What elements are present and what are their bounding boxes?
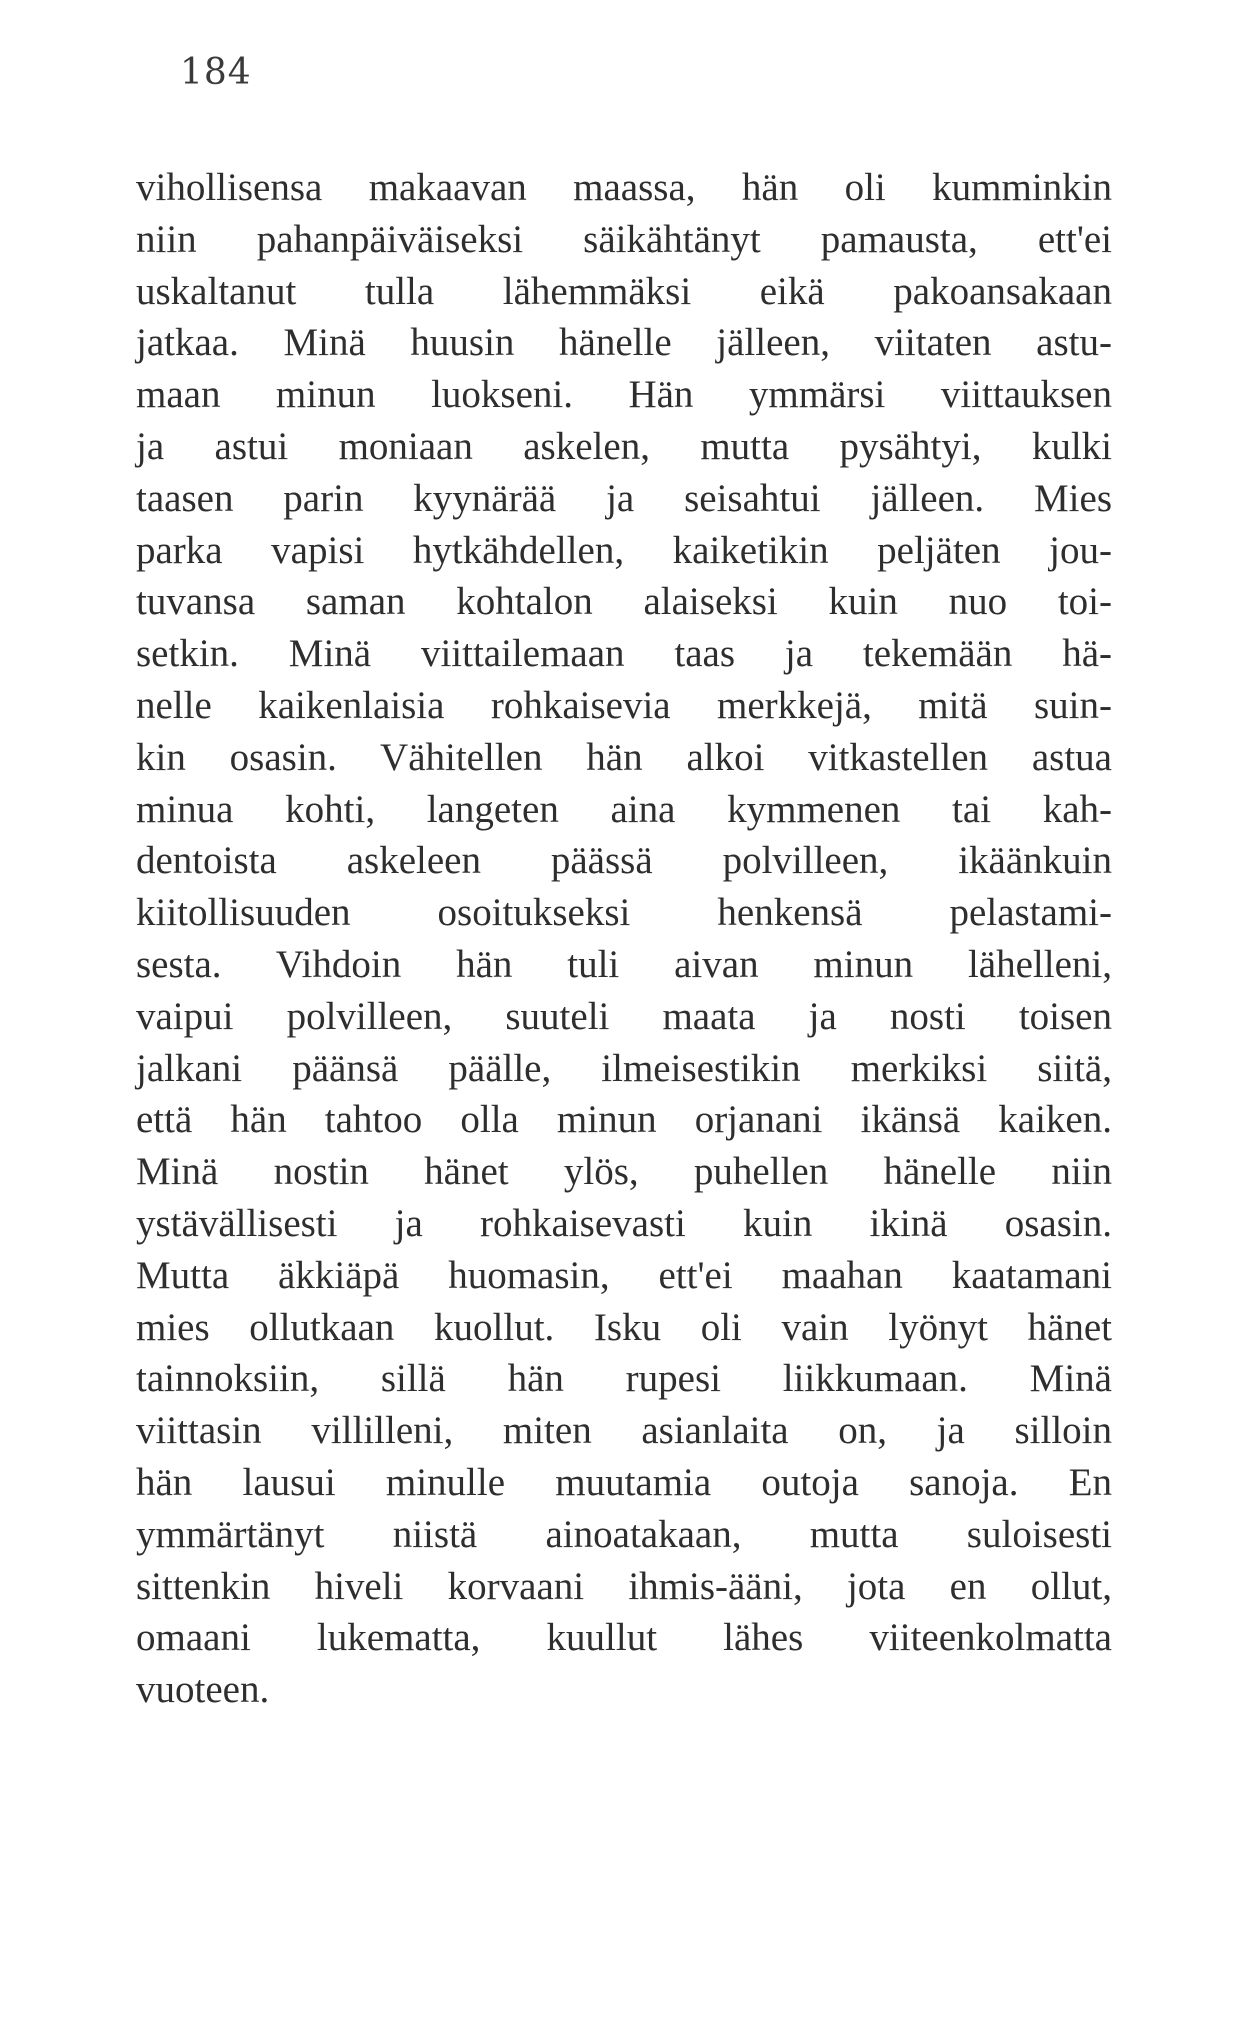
text-line: omaani lukematta, kuullut lähes viiteenkolmatta bbox=[136, 1616, 1112, 1660]
text-line: sittenkin hiveli korvaani ihmis-ääni, jota en ollut, bbox=[136, 1564, 1112, 1608]
text-line: jatkaa. Minä huusin hänelle jälleen, viitaten astu- bbox=[136, 321, 1112, 365]
text-line: että hän tahtoo olla minun orjanani ikänsä kaiken. bbox=[136, 1098, 1112, 1142]
text-line: ja astui moniaan askelen, mutta pysähtyi, kulki bbox=[136, 424, 1112, 468]
text-line: nelle kaikenlaisia rohkaisevia merkkejä, mitä suin- bbox=[136, 683, 1112, 727]
text-line: minua kohti, langeten aina kymmenen tai kah- bbox=[136, 787, 1112, 831]
text-line: vihollisensa makaavan maassa, hän oli kumminkin bbox=[136, 166, 1112, 209]
text-line: parka vapisi hytkähdellen, kaiketikin peljäten jou- bbox=[136, 528, 1112, 572]
text-line: niin pahanpäiväiseksi säikähtänyt pamausta, ett'ei bbox=[136, 217, 1112, 261]
text-line: uskaltanut tulla lähemmäksi eikä pakoansakaan bbox=[136, 269, 1112, 313]
text-line: vaipui polvilleen, suuteli maata ja nosti toisen bbox=[136, 994, 1112, 1038]
page-number: 184 bbox=[180, 52, 252, 93]
body-text bbox=[136, 162, 1112, 1716]
text-line: kiitollisuuden osoitukseksi henkensä pelastami- bbox=[136, 891, 1112, 935]
text-line: hän lausui minulle muutamia outoja sanoja. En bbox=[136, 1460, 1112, 1504]
text-line: tuvansa saman kohtalon alaiseksi kuin nuo toi- bbox=[136, 580, 1112, 624]
text-line: maan minun luokseni. Hän ymmärsi viittauksen bbox=[136, 373, 1112, 417]
text-line: mies ollutkaan kuollut. Isku oli vain lyönyt hänet bbox=[136, 1305, 1112, 1349]
text-line: Minä nostin hänet ylös, puhellen hänelle niin bbox=[136, 1150, 1112, 1194]
text-line: Mutta äkkiäpä huomasin, ett'ei maahan kaatamani bbox=[136, 1253, 1112, 1297]
text-line: setkin. Minä viittailemaan taas ja tekemään hä- bbox=[136, 632, 1112, 676]
text-line: ymmärtänyt niistä ainoatakaan, mutta suloisesti bbox=[136, 1512, 1112, 1556]
text-line: jalkani päänsä päälle, ilmeisestikin merkiksi siitä, bbox=[136, 1046, 1112, 1090]
text-line: sesta. Vihdoin hän tuli aivan minun lähelleni, bbox=[136, 942, 1112, 986]
text-line: taasen parin kyynärää ja seisahtui jälleen. Mies bbox=[136, 476, 1112, 520]
text-line: viittasin villilleni, miten asianlaita on, ja silloin bbox=[136, 1409, 1112, 1453]
text-line: ystävällisesti ja rohkaisevasti kuin ikinä osasin. bbox=[136, 1201, 1112, 1245]
text-line: kin osasin. Vähitellen hän alkoi vitkastellen astua bbox=[136, 735, 1112, 779]
text-line: dentoista askeleen päässä polvilleen, ikäänkuin bbox=[136, 839, 1112, 883]
text-line: vuoteen. bbox=[136, 1668, 270, 1712]
text-line: tainnoksiin, sillä hän rupesi liikkumaan. Minä bbox=[136, 1357, 1112, 1401]
